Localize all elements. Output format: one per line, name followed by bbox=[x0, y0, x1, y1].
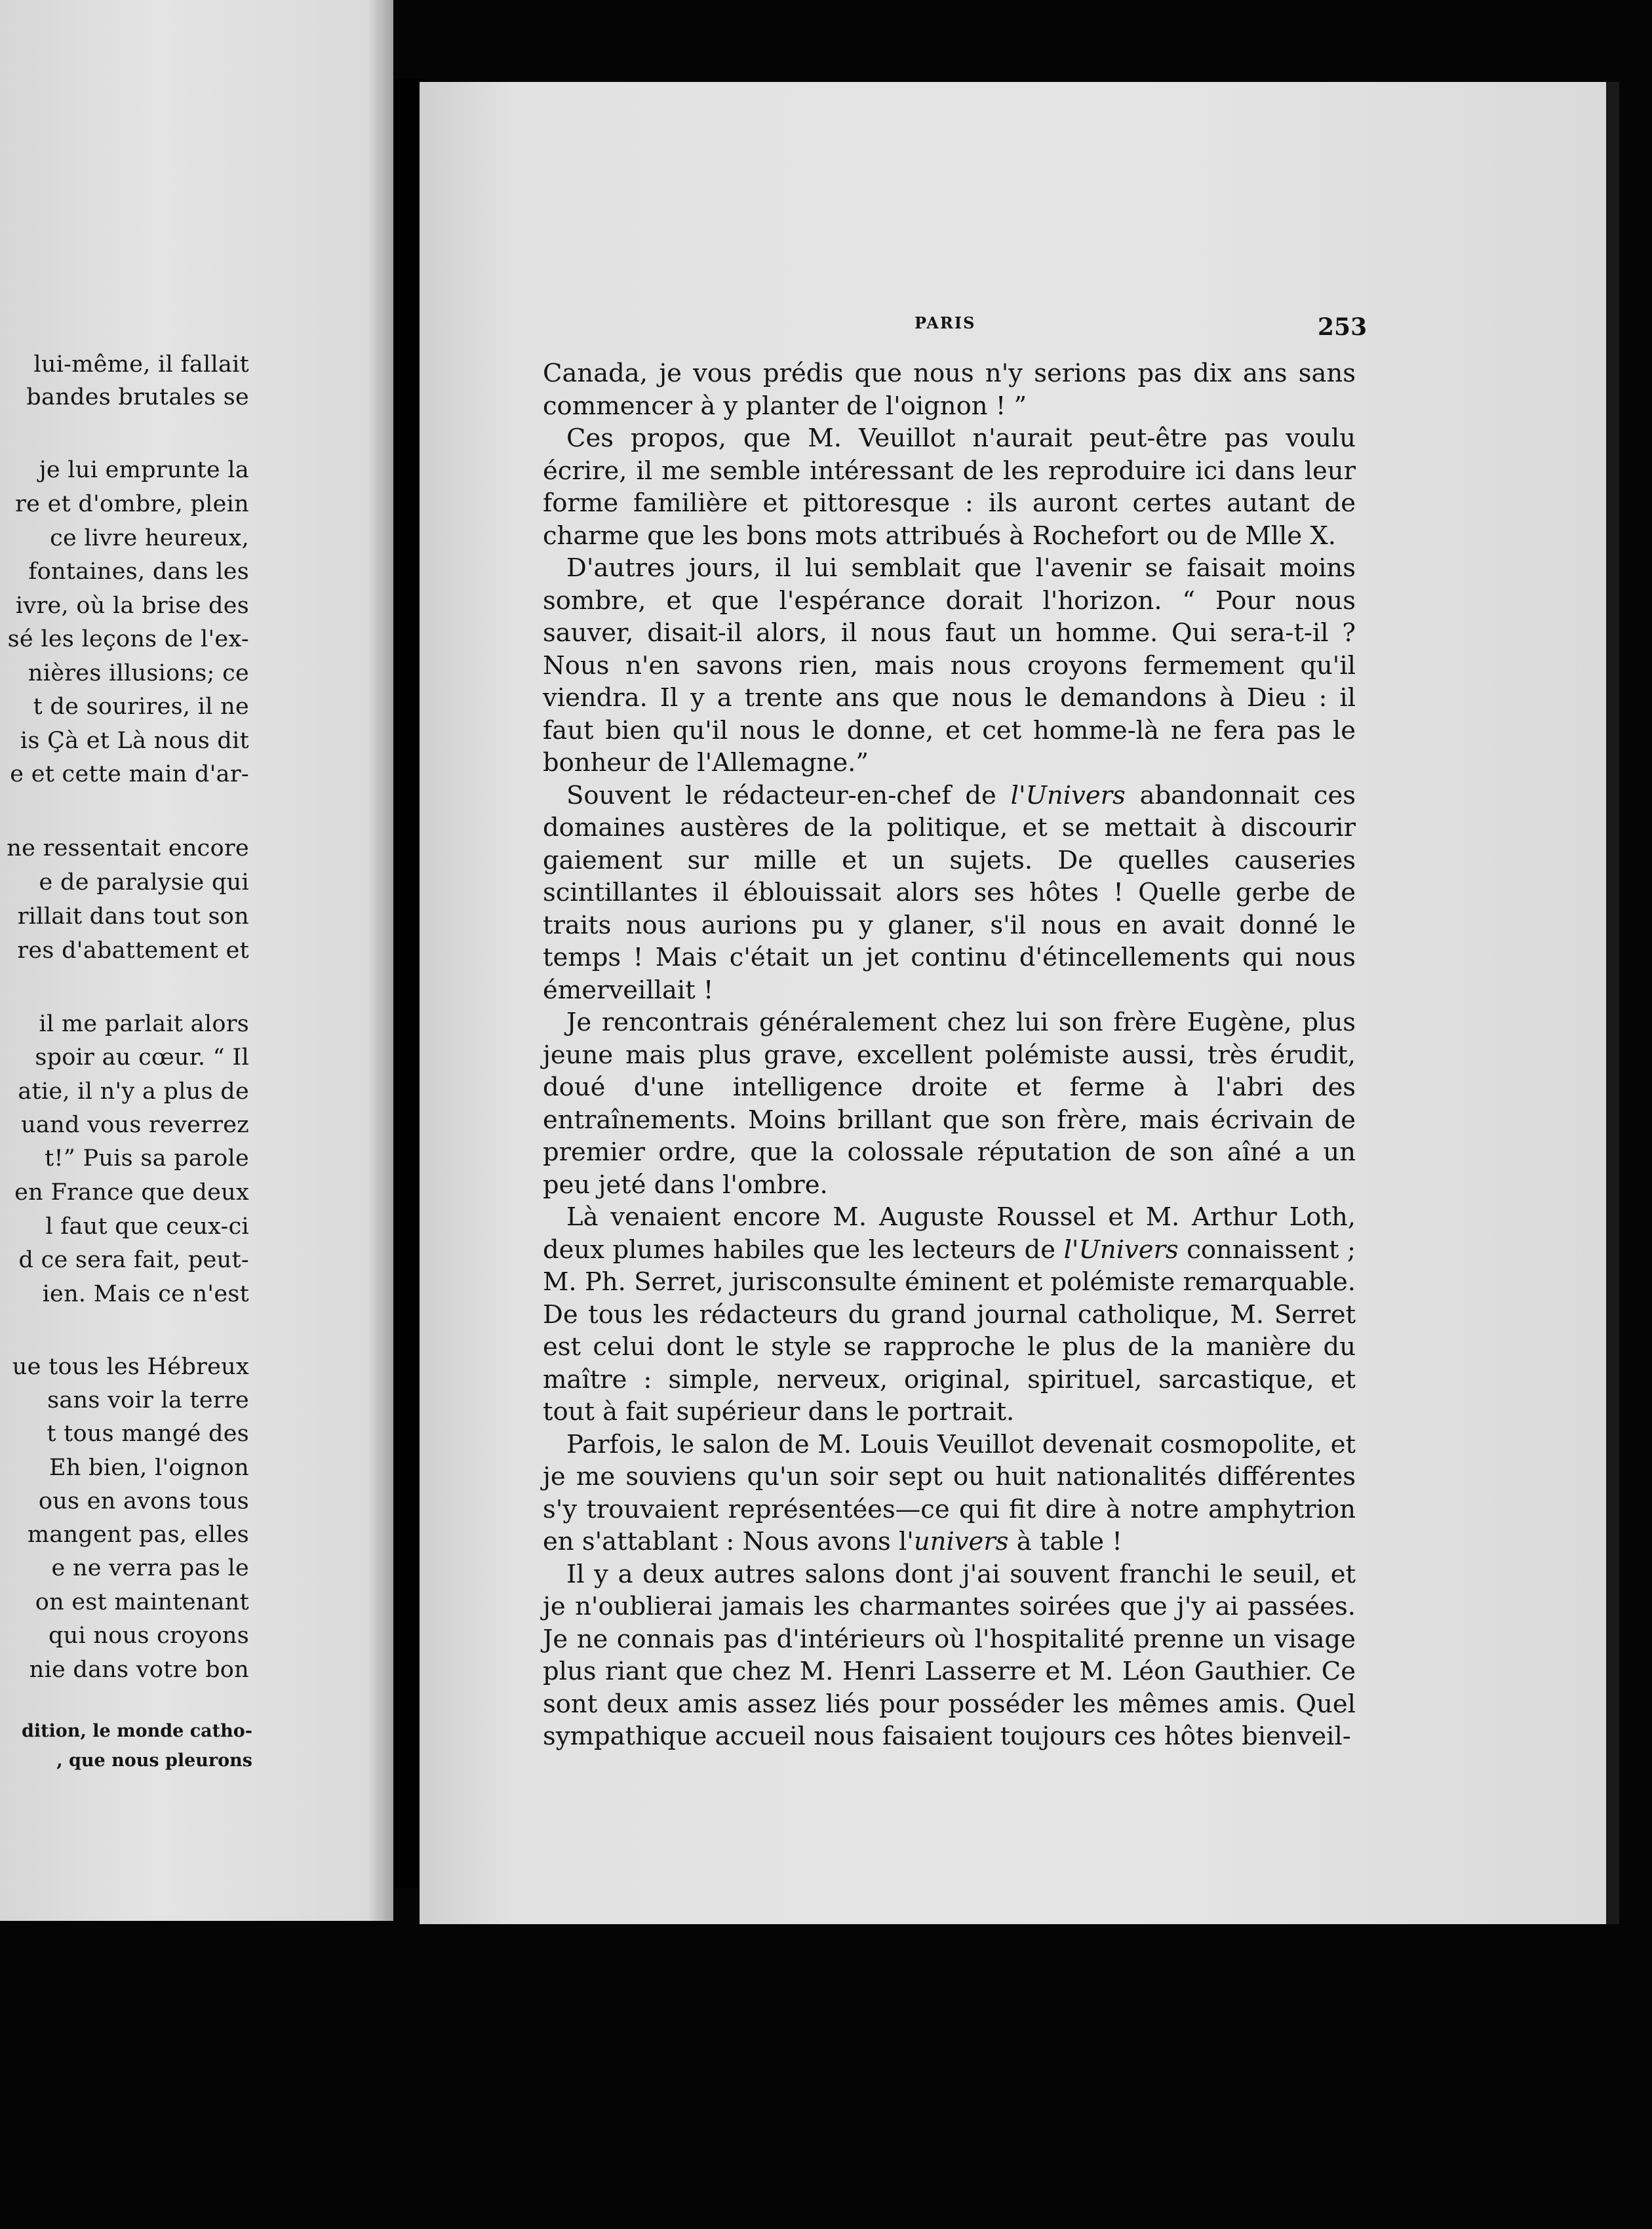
paragraph bbox=[543, 1201, 1356, 1429]
body-text bbox=[543, 357, 1356, 1753]
left-page-line: mangent pas, elles bbox=[27, 1522, 249, 1548]
text-run: D'autres jours, il lui semblait que l'avenir se faisait moins sombre, et que l'espérance dorait l'horizon. “ Pour nous sauver, disait-il alors, il nous faut un homme. Qui sera-t-il ? Nous n'en savons rien, mais nous croyons fermement qu'il viendra. Il y a trente ans que nous le demandons à Dieu : il faut bien qu'il nous le donne, et cet homme-là ne fera pas le bonheur de l'Allemagne.” bbox=[543, 553, 1356, 778]
left-page bbox=[0, 0, 393, 1921]
left-page-line: atie, il n'y a plus de bbox=[18, 1078, 249, 1105]
running-title: PARIS bbox=[914, 313, 976, 332]
left-page-line: ne ressentait encore bbox=[7, 835, 249, 861]
left-page-footnote: , que nous pleurons bbox=[56, 1750, 252, 1771]
left-page-line: uand vous reverrez bbox=[21, 1112, 249, 1138]
left-page-line: spoir au cœur. “ Il bbox=[35, 1044, 249, 1071]
left-page-line: ue tous les Hébreux bbox=[12, 1354, 249, 1380]
text-run: Il y a deux autres salons dont j'ai souvent franchi le seuil, et je n'oublierai jamais les charmantes soirées que j'y ai passées. Je ne connais pas d'intérieurs où l'hospitalité prenne un visage plus riant que chez M. Henri Lasserre et M. Léon Gauthier. Ce sont deux amis assez liés pour posséder les mêmes amis. Quel sympathique accueil nous faisaient toujours ces hôtes bienveil- bbox=[543, 1559, 1356, 1751]
left-page-line: sans voir la terre bbox=[47, 1387, 249, 1413]
left-page-line: Eh bien, l'oignon bbox=[49, 1455, 249, 1481]
left-page-line: t!” Puis sa parole bbox=[45, 1145, 249, 1172]
left-page-line: ous en avons tous bbox=[38, 1488, 249, 1514]
left-page-line: en France que deux bbox=[14, 1179, 249, 1206]
paragraph bbox=[543, 1558, 1356, 1753]
text-run: Canada, je vous prédis que nous n'y serions pas dix ans sans commencer à y planter de l'oignon ! ” bbox=[543, 359, 1356, 421]
left-page-line: e de paralysie qui bbox=[39, 869, 249, 896]
page-number: 253 bbox=[1318, 313, 1367, 341]
paragraph bbox=[543, 779, 1356, 1007]
text-run: Parfois, le salon de M. Louis Veuillot devenait cosmopolite, et je me souviens qu'un soir sept ou huit nationalités différentes s'y trouvaient représentées—ce qui fit dire à notre amphytrion en s'attablant : Nous avons l' bbox=[543, 1429, 1356, 1556]
text-run: Ces propos, que M. Veuillot n'aurait peut-être pas voulu écrire, il me semble intéressant de les reproduire ici dans leur forme familière et pittoresque : ils auront certes autant de charme que les bons mots attribués à Rochefort ou de Mlle X. bbox=[543, 424, 1356, 551]
italic-run: l'Univers bbox=[1063, 1234, 1179, 1265]
left-page-line: nie dans votre bon bbox=[29, 1657, 249, 1683]
text-run: abandonnait ces domaines austères de la politique, et se mettait à discourir gaiement sur mille et un sujets. De quelles causeries scintillantes il éblouissait alors ses hôtes ! Quelle gerbe de traits nous aurions pu y glaner, s'il nous en avait donné le temps ! Mais c'était un jet continu d'étincellements qui nous émerveillait ! bbox=[543, 780, 1356, 1005]
left-page-line: ce livre heureux, bbox=[50, 525, 249, 551]
text-run: à table ! bbox=[1008, 1527, 1122, 1556]
paragraph bbox=[543, 357, 1356, 422]
paragraph bbox=[543, 422, 1356, 552]
left-page-line: ien. Mais ce n'est bbox=[42, 1281, 249, 1307]
left-page-line: je lui emprunte la bbox=[39, 457, 249, 483]
left-page-line: rillait dans tout son bbox=[17, 903, 249, 930]
paragraph bbox=[543, 1429, 1356, 1558]
paragraph bbox=[543, 1006, 1356, 1201]
left-page-line: ivre, où la brise des bbox=[15, 593, 249, 619]
left-page-line: qui nous croyons bbox=[48, 1623, 249, 1649]
left-page-line: t tous mangé des bbox=[47, 1421, 249, 1447]
left-page-line: nières illusions; ce bbox=[28, 660, 249, 686]
left-page-line: e ne verra pas le bbox=[51, 1555, 249, 1581]
left-page-line: bandes brutales se bbox=[26, 384, 249, 410]
paragraph bbox=[543, 552, 1356, 779]
text-run: connaissent ; M. Ph. Serret, jurisconsulte éminent et polémiste remarquable. De tous les rédacteurs du grand journal catholique, M. Serret est celui dont le style se rapproche le plus de la manière du maître : simple, nerveux, original, spirituel, sarcastique, et tout à fait supérieur dans le portrait. bbox=[543, 1234, 1356, 1427]
left-page-line: fontaines, dans les bbox=[28, 559, 249, 585]
book-gutter bbox=[393, 79, 423, 1888]
text-run: Je rencontrais généralement chez lui son frère Eugène, plus jeune mais plus grave, excellent polémiste aussi, très érudit, doué d'une intelligence droite et ferme à l'abri des entraînements. Moins brillant que son frère, mais écrivain de premier ordre, que la colossale réputation de son aîné a un peu jeté dans l'ombre. bbox=[543, 1008, 1356, 1200]
left-page-line: res d'abattement et bbox=[17, 937, 249, 964]
page-edge bbox=[1606, 82, 1619, 1924]
left-page-line: d ce sera fait, peut- bbox=[18, 1247, 249, 1273]
text-run: Souvent le rédacteur-en-chef de bbox=[566, 780, 1011, 810]
left-page-line: il me parlait alors bbox=[39, 1011, 249, 1037]
left-page-footnote: dition, le monde catho- bbox=[21, 1721, 252, 1741]
italic-run: univers bbox=[913, 1527, 1009, 1556]
left-page-line: e et cette main d'ar- bbox=[10, 761, 249, 787]
left-page-line: on est maintenant bbox=[35, 1589, 249, 1615]
text-run: Là venaient encore M. Auguste Roussel et M. Arthur Loth, deux plumes habiles que les lecteurs de bbox=[543, 1202, 1356, 1265]
left-page-line: sé les leçons de l'ex- bbox=[7, 626, 249, 652]
left-page-shadow bbox=[367, 0, 393, 1921]
italic-run: l'Univers bbox=[1010, 780, 1126, 810]
left-page-line: re et d'ombre, plein bbox=[15, 491, 249, 517]
left-page-line: is Çà et Là nous dit bbox=[20, 728, 249, 754]
left-page-line: l faut que ceux-ci bbox=[45, 1213, 249, 1240]
left-page-line: lui-même, il fallait bbox=[33, 351, 249, 378]
left-page-line: t de sourires, il ne bbox=[33, 694, 249, 720]
